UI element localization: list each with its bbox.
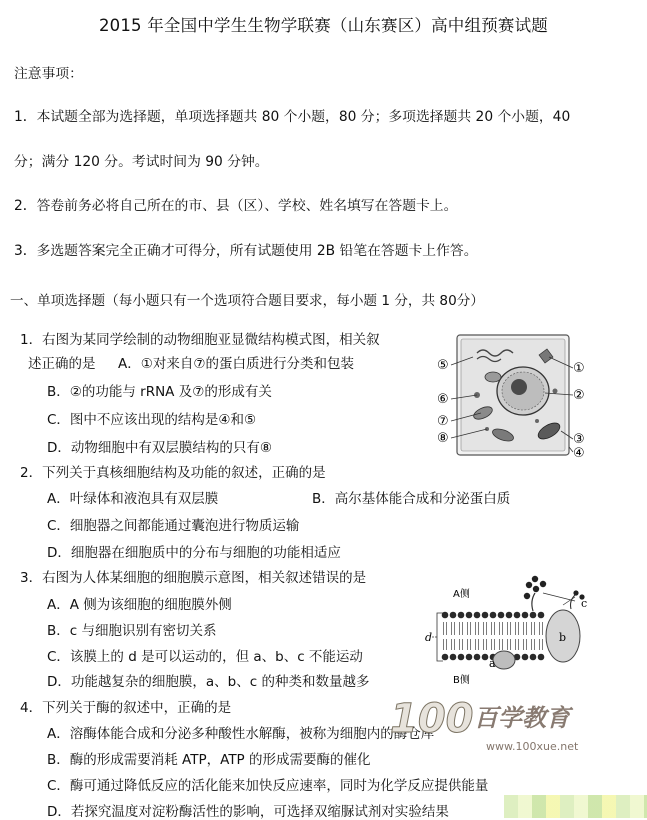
question-option: A．①对来自⑦的蛋白质进行分类和包装	[118, 356, 354, 372]
phospholipid-head	[466, 654, 473, 661]
cell-label: ③	[573, 432, 585, 447]
question-option: A．A 侧为该细胞的细胞膜外侧	[47, 597, 232, 613]
notice-item: 3．多选题答案完全正确才可得分，所有试题使用 2B 铅笔在答题卡上作答。	[14, 243, 478, 259]
phospholipid-tail	[452, 622, 455, 635]
question-option: B．c 与细胞识别有密切关系	[47, 623, 217, 639]
question-stem: 2．下列关于真核细胞结构及功能的叙述，正确的是	[20, 465, 326, 481]
question-option: B．酶的形成需要消耗 ATP，ATP 的形成需要酶的催化	[47, 752, 371, 768]
phospholipid-tail	[524, 622, 527, 635]
question-stem: 3．右图为人体某细胞的细胞膜示意图，相关叙述错误的是	[20, 570, 367, 586]
phospholipid-tail	[492, 622, 495, 635]
phospholipid-tail	[508, 622, 511, 635]
phospholipid-tail	[484, 622, 487, 635]
cell-label: ⑧	[437, 431, 449, 446]
phospholipid-tail	[500, 639, 503, 650]
phospholipid-tail	[524, 639, 527, 650]
phospholipid-tail	[468, 622, 471, 635]
page-title: 2015 年全国中学生生物学联赛（山东赛区）高中组预赛试题	[98, 16, 549, 35]
phospholipid-head	[482, 612, 489, 619]
section-heading: 一、单项选择题（每小题只有一个选项符合题目要求，每小题 1 分，共 80分）	[10, 293, 484, 309]
phospholipid-head	[458, 654, 465, 661]
animal-cell-figure	[437, 331, 587, 459]
logo-text: 百学教育	[474, 703, 570, 732]
phospholipid-head	[530, 612, 537, 619]
phospholipid-head	[514, 612, 521, 619]
phospholipid-head	[474, 654, 481, 661]
brand-logo	[384, 688, 584, 758]
notice-item: 1．本试题全部为选择题，单项选择题共 80 个小题，80 分；多项选择题共 20 个小题，40	[14, 109, 571, 125]
phospholipid-tail	[452, 639, 455, 650]
phospholipid-head	[538, 612, 545, 619]
phospholipid-head	[466, 612, 473, 619]
phospholipid-head	[482, 654, 489, 661]
question-option: C．图中不应该出现的结构是④和⑤	[47, 412, 257, 428]
question-stem: 述正确的是	[28, 356, 96, 372]
phospholipid-head	[458, 612, 465, 619]
cell-label: ⑥	[437, 392, 449, 407]
logo-number: 100	[390, 696, 474, 742]
cell-label: ⑤	[437, 358, 449, 373]
phospholipid-head	[498, 612, 505, 619]
cell-membrane-figure	[425, 575, 595, 685]
question-option: C．该膜上的 d 是可以运动的，但 a、b、c 不能运动	[47, 649, 363, 665]
membrane-label-c: c	[581, 597, 588, 610]
phospholipid-head	[490, 612, 497, 619]
cell-label: ①	[573, 361, 585, 376]
phospholipid-tail	[476, 639, 479, 650]
phospholipid-tail	[444, 639, 447, 650]
question-option: A．叶绿体和液泡具有双层膜	[47, 491, 219, 507]
notice-item: 分；满分 120 分。考试时间为 90 分钟。	[14, 154, 269, 170]
membrane-label-b: b	[559, 631, 567, 644]
question-option: D．若探究温度对淀粉酶活性的影响，可选择双缩脲试剂对实验结果	[47, 804, 449, 820]
phospholipid-head	[538, 654, 545, 661]
blurred-region	[504, 795, 647, 818]
membrane-label-d: d	[425, 631, 433, 644]
phospholipid-tail	[540, 639, 543, 650]
phospholipid-tail	[508, 639, 511, 650]
question-option: C．酶可通过降低反应的活化能来加快反应速率，同时为化学反应提供能量	[47, 778, 489, 794]
phospholipid-tail	[540, 622, 543, 635]
phospholipid-head	[442, 654, 449, 661]
phospholipid-tail	[460, 639, 463, 650]
notice-heading: 注意事项：	[14, 66, 83, 82]
question-option: B．高尔基体能合成和分泌蛋白质	[312, 491, 511, 507]
phospholipid-head	[522, 654, 529, 661]
question-stem: 1．右图为某同学绘制的动物细胞亚显微结构模式图，相关叙	[20, 332, 380, 348]
question-stem: 4．下列关于酶的叙述中，正确的是	[20, 700, 232, 716]
phospholipid-tail	[500, 622, 503, 635]
phospholipid-head	[530, 654, 537, 661]
phospholipid-tail	[468, 639, 471, 650]
phospholipid-tail	[484, 639, 487, 650]
membrane-label-a: a	[489, 657, 496, 670]
phospholipid-head	[474, 612, 481, 619]
phospholipid-tail	[460, 622, 463, 635]
phospholipid-head	[450, 654, 457, 661]
cell-label: ⑦	[437, 414, 449, 429]
cell-label: ②	[573, 388, 585, 403]
phospholipid-head	[450, 612, 457, 619]
cell-label: ④	[573, 446, 585, 459]
phospholipid-tail	[532, 622, 535, 635]
phospholipid-tail	[532, 639, 535, 650]
question-option: B．②的功能与 rRNA 及⑦的形成有关	[47, 384, 272, 400]
question-option: D．细胞器在细胞质中的分布与细胞的功能相适应	[47, 545, 341, 561]
membrane-side-b: B侧	[453, 675, 470, 685]
phospholipid-head	[506, 612, 513, 619]
notice-item: 2．答卷前务必将自己所在的市、县（区）、学校、姓名填写在答题卡上。	[14, 198, 458, 214]
membrane-side-a: A侧	[453, 589, 470, 600]
phospholipid-tail	[516, 622, 519, 635]
phospholipid-tail	[516, 639, 519, 650]
question-option: D．功能越复杂的细胞膜，a、b、c 的种类和数量越多	[47, 674, 370, 690]
question-option: C．细胞器之间都能通过囊泡进行物质运输	[47, 518, 300, 534]
phospholipid-tail	[492, 639, 495, 650]
logo-url: www.100xue.net	[486, 740, 579, 753]
phospholipid-tail	[476, 622, 479, 635]
phospholipid-tail	[444, 622, 447, 635]
phospholipid-head	[522, 612, 529, 619]
question-option: A．溶酶体能合成和分泌多种酸性水解酶，被称为细胞内的酶仓库	[47, 726, 435, 742]
question-option: D．动物细胞中有双层膜结构的只有⑧	[47, 440, 272, 456]
